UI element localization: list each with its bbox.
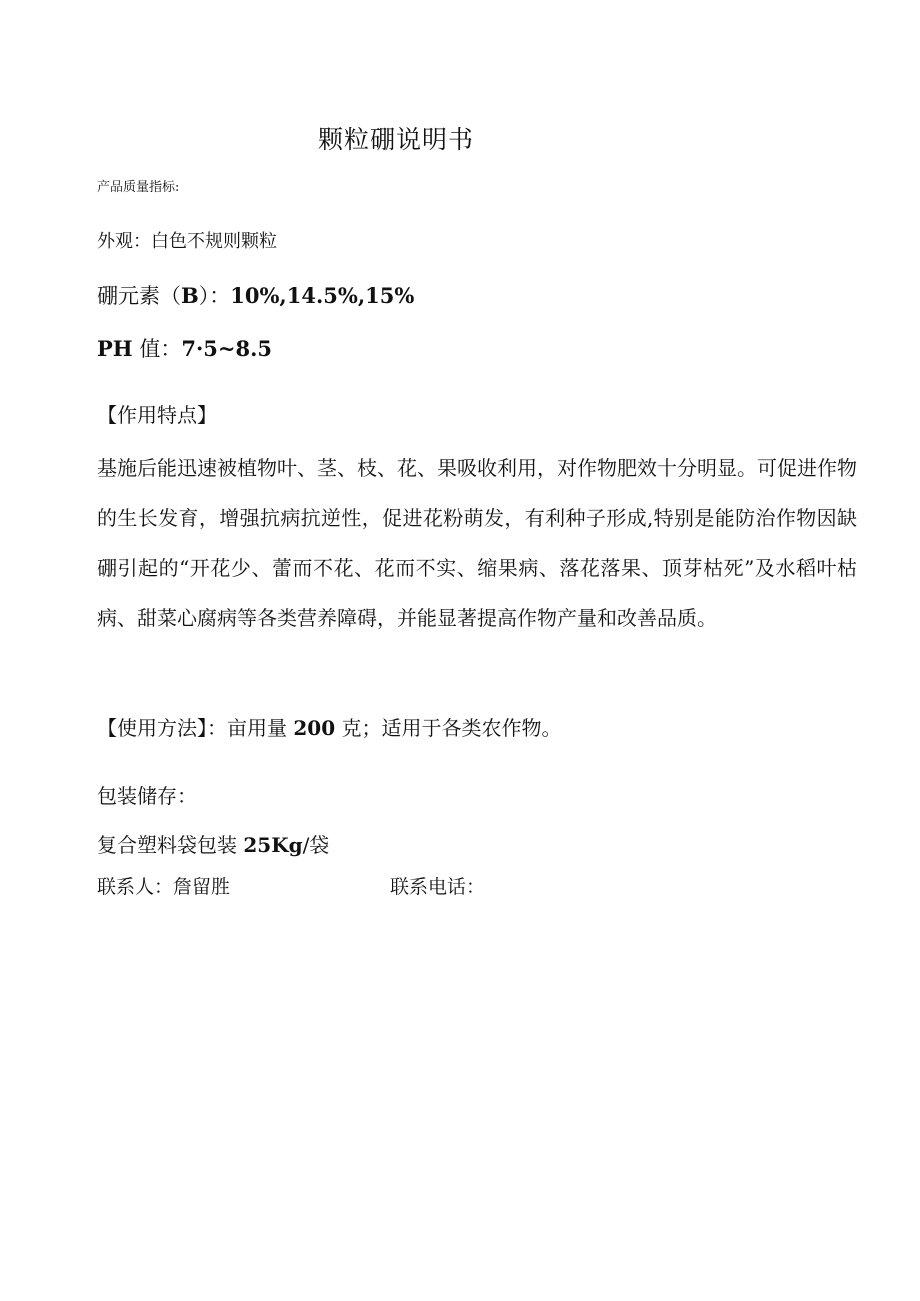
- usage-line: [97, 712, 561, 741]
- boron-symbol: B: [181, 283, 199, 308]
- boron-value: 10%,14.5%,15%: [230, 283, 415, 308]
- package-value: 25Kg: [243, 833, 303, 857]
- appearance-line: [97, 227, 277, 253]
- usage-text-before: 亩用量: [227, 716, 294, 740]
- contact-person-line: [97, 872, 230, 899]
- usage-text-after: 克；适用于各类农作物。: [335, 716, 562, 740]
- package-prefix: 复合塑料袋包装: [97, 833, 244, 857]
- appearance-value: 白色不规则颗粒: [151, 231, 277, 252]
- package-line: [97, 829, 329, 858]
- usage-heading: 【使用方法】：: [97, 716, 227, 740]
- ph-label: 值：: [132, 337, 182, 361]
- package-suffix: /袋: [302, 833, 330, 857]
- contact-phone-label: 联系电话：: [390, 876, 486, 898]
- ph-value: 7·5~8.5: [181, 336, 272, 361]
- quality-indicators-label: 产品质量指标:: [97, 180, 180, 195]
- contact-person-label: 联系人：: [97, 876, 174, 898]
- boron-label-end: ）：: [198, 284, 231, 308]
- document-title: 颗粒硼说明书: [318, 125, 475, 154]
- ph-label-prefix: PH: [97, 336, 133, 361]
- boron-label: 硼元素（: [97, 284, 181, 308]
- contact-person-name: 詹留胜: [173, 876, 231, 898]
- features-body: 基施后能迅速被植物叶、茎、枝、花、果吸收利用，对作物肥效十分明显。可促进作物的生长发育，增强抗病抗逆性，促进花粉萌发，有利种子形成,特别是能防治作物因缺硼引起的“开花少、蕾而不花、花而不实、缩果病、落花落果、顶芽枯死”及水稻叶枯病、甜菜心腐病等各类营养障碍，并能显著提高作物产量和改善品质。: [97, 456, 857, 630]
- storage-heading: 包装储存：: [97, 784, 197, 808]
- boron-content-line: [97, 280, 414, 310]
- usage-amount: 200: [293, 716, 336, 740]
- appearance-label: 外观：: [97, 231, 151, 252]
- features-heading: 【作用特点】: [97, 403, 217, 427]
- ph-line: [97, 333, 272, 363]
